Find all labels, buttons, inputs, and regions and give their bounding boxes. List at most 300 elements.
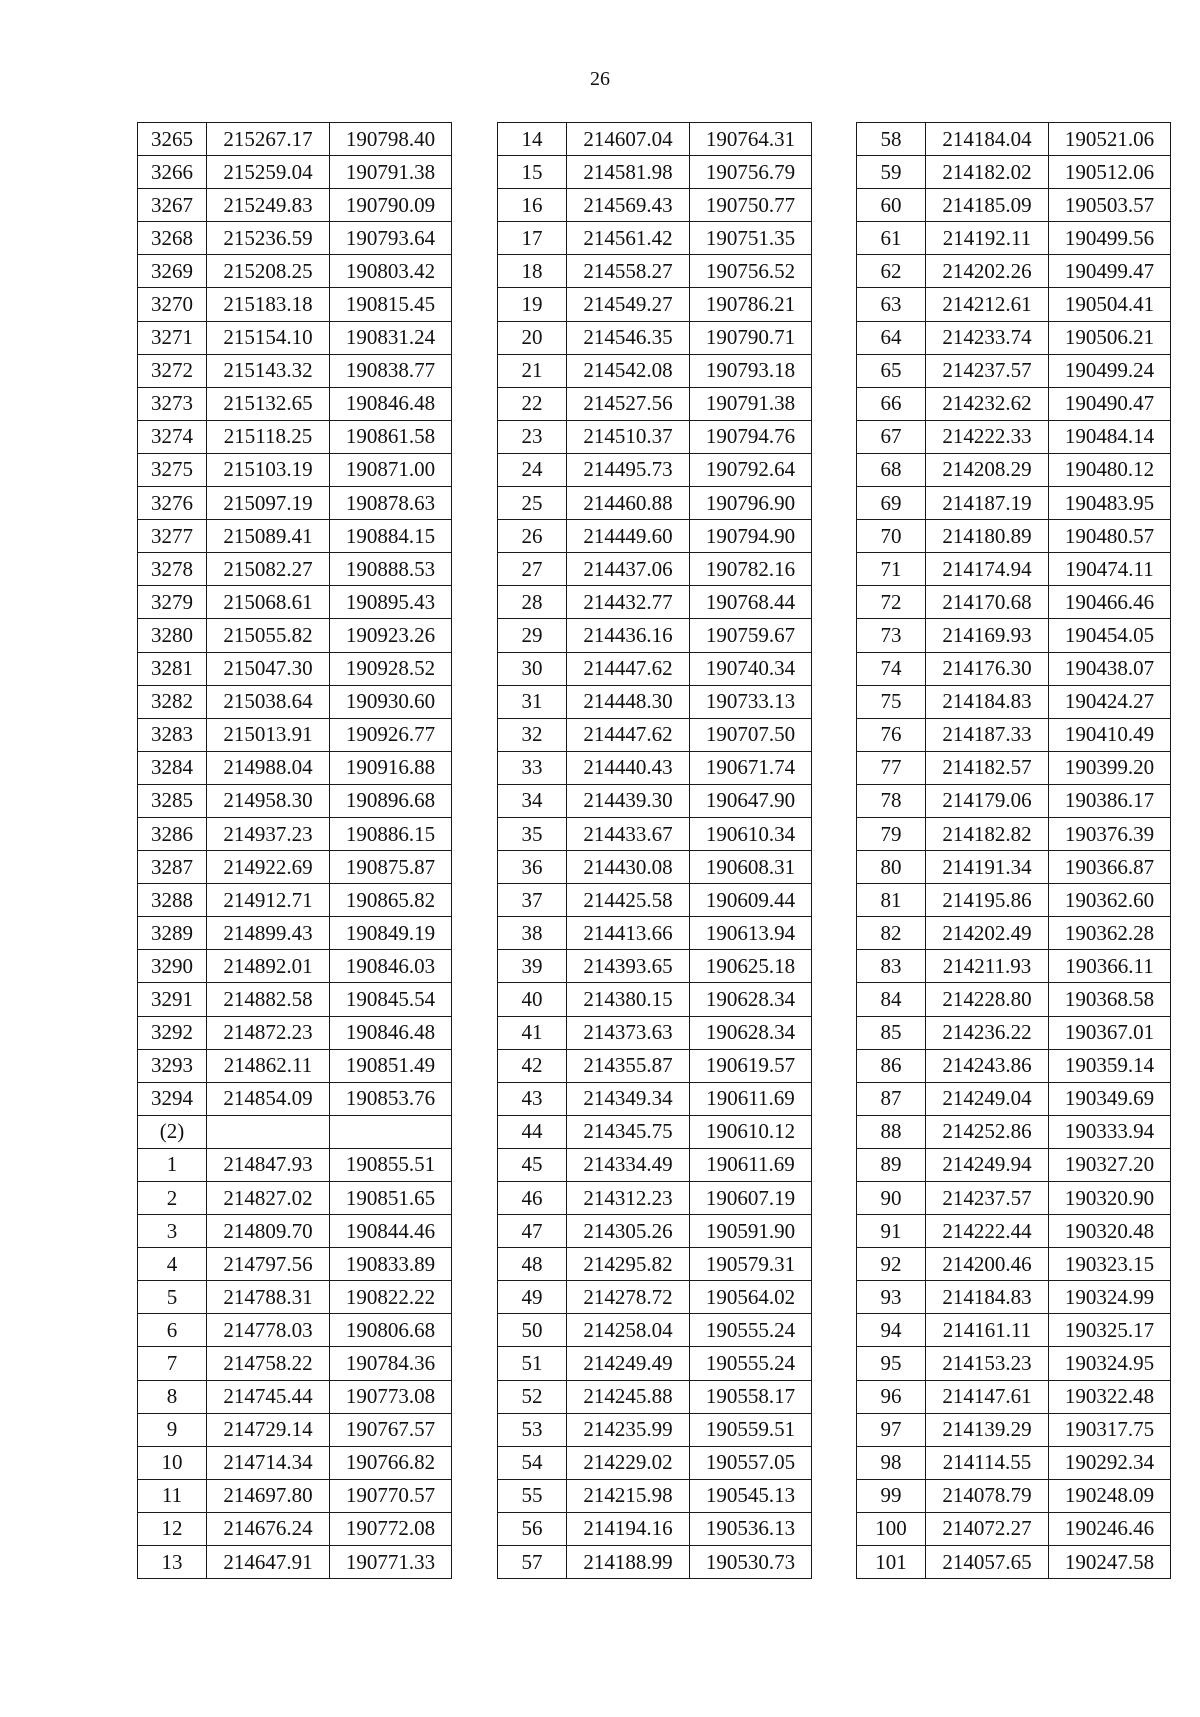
point-number-cell: 12 [138, 1512, 207, 1545]
y-coordinate-cell: 190399.20 [1049, 751, 1171, 784]
y-coordinate-cell: 190506.21 [1049, 321, 1171, 354]
table-row [498, 1215, 812, 1248]
table-row [498, 1049, 812, 1082]
y-coordinate-cell: 190833.89 [330, 1248, 452, 1281]
table-row [857, 420, 1171, 453]
table-row [138, 1479, 452, 1512]
x-coordinate-cell: 214345.75 [567, 1115, 690, 1148]
x-coordinate-cell: 214937.23 [207, 817, 330, 850]
y-coordinate-cell: 190796.90 [690, 487, 812, 520]
y-coordinate-cell: 190424.27 [1049, 685, 1171, 718]
table-row [138, 1016, 452, 1049]
point-number-cell: 91 [857, 1215, 926, 1248]
table-row [857, 1546, 1171, 1579]
point-number-cell: 36 [498, 851, 567, 884]
y-coordinate-cell: 190327.20 [1049, 1148, 1171, 1181]
x-coordinate-cell: 214249.49 [567, 1347, 690, 1380]
y-coordinate-cell: 190846.03 [330, 950, 452, 983]
table-row [138, 817, 452, 850]
point-number-cell: 74 [857, 652, 926, 685]
x-coordinate-cell: 214449.60 [567, 520, 690, 553]
x-coordinate-cell: 214676.24 [207, 1512, 330, 1545]
y-coordinate-cell: 190609.44 [690, 884, 812, 917]
point-number-cell: 79 [857, 817, 926, 850]
y-coordinate-cell: 190766.82 [330, 1446, 452, 1479]
point-number-cell: 92 [857, 1248, 926, 1281]
y-coordinate-cell: 190792.64 [690, 453, 812, 486]
x-coordinate-cell: 214078.79 [926, 1479, 1049, 1512]
x-coordinate-cell: 215055.82 [207, 619, 330, 652]
point-number-cell: 76 [857, 718, 926, 751]
x-coordinate-cell: 215068.61 [207, 586, 330, 619]
point-number-cell: 3269 [138, 255, 207, 288]
point-number-cell: 71 [857, 553, 926, 586]
y-coordinate-cell [330, 1115, 452, 1148]
x-coordinate-cell: 214437.06 [567, 553, 690, 586]
x-coordinate-cell: 214788.31 [207, 1281, 330, 1314]
x-coordinate-cell: 214222.33 [926, 420, 1049, 453]
x-coordinate-cell: 214243.86 [926, 1049, 1049, 1082]
y-coordinate-cell: 190794.90 [690, 520, 812, 553]
table-row [138, 123, 452, 156]
point-number-cell: 3279 [138, 586, 207, 619]
table-row [138, 1546, 452, 1579]
point-number-cell: 29 [498, 619, 567, 652]
x-coordinate-cell: 214912.71 [207, 884, 330, 917]
y-coordinate-cell: 190555.24 [690, 1347, 812, 1380]
table-row [498, 156, 812, 189]
table-row [857, 487, 1171, 520]
y-coordinate-cell: 190770.57 [330, 1479, 452, 1512]
table-row [857, 1148, 1171, 1181]
point-number-cell: 3286 [138, 817, 207, 850]
y-coordinate-cell: 190751.35 [690, 222, 812, 255]
table-row [498, 553, 812, 586]
x-coordinate-cell: 215249.83 [207, 189, 330, 222]
y-coordinate-cell: 190815.45 [330, 288, 452, 321]
x-coordinate-cell [207, 1115, 330, 1148]
table-row [138, 619, 452, 652]
point-number-cell: 63 [857, 288, 926, 321]
y-coordinate-cell: 190791.38 [330, 156, 452, 189]
table-row [138, 387, 452, 420]
point-number-cell: 3276 [138, 487, 207, 520]
table-row [857, 288, 1171, 321]
x-coordinate-cell: 214714.34 [207, 1446, 330, 1479]
point-number-cell: 3288 [138, 884, 207, 917]
table-row [138, 1182, 452, 1215]
table-row [138, 950, 452, 983]
point-number-cell: 81 [857, 884, 926, 917]
x-coordinate-cell: 214581.98 [567, 156, 690, 189]
y-coordinate-cell: 190521.06 [1049, 123, 1171, 156]
point-number-cell: 25 [498, 487, 567, 520]
x-coordinate-cell: 214607.04 [567, 123, 690, 156]
table-row [138, 685, 452, 718]
table-row [857, 1347, 1171, 1380]
x-coordinate-cell: 214899.43 [207, 917, 330, 950]
y-coordinate-cell: 190875.87 [330, 851, 452, 884]
table-row [138, 1446, 452, 1479]
y-coordinate-cell: 190916.88 [330, 751, 452, 784]
point-number-cell: 35 [498, 817, 567, 850]
table-row [498, 751, 812, 784]
point-number-cell: 50 [498, 1314, 567, 1347]
y-coordinate-cell: 190410.49 [1049, 718, 1171, 751]
x-coordinate-cell: 214460.88 [567, 487, 690, 520]
point-number-cell: 96 [857, 1380, 926, 1413]
x-coordinate-cell: 214212.61 [926, 288, 1049, 321]
point-number-cell: 13 [138, 1546, 207, 1579]
y-coordinate-cell: 190861.58 [330, 420, 452, 453]
table-row [857, 817, 1171, 850]
y-coordinate-cell: 190926.77 [330, 718, 452, 751]
point-number-cell: 3270 [138, 288, 207, 321]
point-number-cell: 66 [857, 387, 926, 420]
point-number-cell: 28 [498, 586, 567, 619]
point-number-cell: 93 [857, 1281, 926, 1314]
y-coordinate-cell: 190871.00 [330, 453, 452, 486]
point-number-cell: 3274 [138, 420, 207, 453]
y-coordinate-cell: 190767.57 [330, 1413, 452, 1446]
y-coordinate-cell: 190512.06 [1049, 156, 1171, 189]
point-number-cell: 73 [857, 619, 926, 652]
x-coordinate-cell: 214862.11 [207, 1049, 330, 1082]
point-number-cell: 85 [857, 1016, 926, 1049]
x-coordinate-cell: 215097.19 [207, 487, 330, 520]
y-coordinate-cell: 190466.46 [1049, 586, 1171, 619]
point-number-cell: 55 [498, 1479, 567, 1512]
x-coordinate-cell: 214549.27 [567, 288, 690, 321]
y-coordinate-cell: 190759.67 [690, 619, 812, 652]
table-row [138, 1281, 452, 1314]
table-row [138, 586, 452, 619]
point-number-cell: 37 [498, 884, 567, 917]
x-coordinate-cell: 214569.43 [567, 189, 690, 222]
y-coordinate-cell: 190844.46 [330, 1215, 452, 1248]
table-row [498, 189, 812, 222]
table-row [498, 487, 812, 520]
table-row [857, 1479, 1171, 1512]
point-number-cell: 89 [857, 1148, 926, 1181]
point-number-cell: 3287 [138, 851, 207, 884]
table-row [498, 420, 812, 453]
table-row [138, 420, 452, 453]
x-coordinate-cell: 214237.57 [926, 354, 1049, 387]
x-coordinate-cell: 214312.23 [567, 1182, 690, 1215]
x-coordinate-cell: 215047.30 [207, 652, 330, 685]
point-number-cell: 3266 [138, 156, 207, 189]
x-coordinate-cell: 215118.25 [207, 420, 330, 453]
x-coordinate-cell: 214745.44 [207, 1380, 330, 1413]
table-row [138, 1248, 452, 1281]
point-number-cell: 44 [498, 1115, 567, 1148]
table-row [138, 255, 452, 288]
y-coordinate-cell: 190611.69 [690, 1082, 812, 1115]
y-coordinate-cell: 190490.47 [1049, 387, 1171, 420]
y-coordinate-cell: 190366.11 [1049, 950, 1171, 983]
table-row [498, 288, 812, 321]
table-row [857, 751, 1171, 784]
table-row [857, 685, 1171, 718]
y-coordinate-cell: 190619.57 [690, 1049, 812, 1082]
y-coordinate-cell: 190707.50 [690, 718, 812, 751]
table-row [857, 387, 1171, 420]
x-coordinate-cell: 214447.62 [567, 718, 690, 751]
x-coordinate-cell: 214179.06 [926, 784, 1049, 817]
table-row [857, 784, 1171, 817]
y-coordinate-cell: 190367.01 [1049, 1016, 1171, 1049]
point-number-cell: 3290 [138, 950, 207, 983]
y-coordinate-cell: 190376.39 [1049, 817, 1171, 850]
y-coordinate-cell: 190928.52 [330, 652, 452, 685]
y-coordinate-cell: 190333.94 [1049, 1115, 1171, 1148]
point-number-cell: 3275 [138, 453, 207, 486]
x-coordinate-cell: 214147.61 [926, 1380, 1049, 1413]
point-number-cell: 42 [498, 1049, 567, 1082]
table-row [498, 1082, 812, 1115]
table-row [138, 1215, 452, 1248]
point-number-cell: 87 [857, 1082, 926, 1115]
x-coordinate-cell: 214305.26 [567, 1215, 690, 1248]
y-coordinate-cell: 190613.94 [690, 917, 812, 950]
y-coordinate-cell: 190504.41 [1049, 288, 1171, 321]
y-coordinate-cell: 190786.21 [690, 288, 812, 321]
point-number-cell: 95 [857, 1347, 926, 1380]
point-number-cell: 34 [498, 784, 567, 817]
y-coordinate-cell: 190557.05 [690, 1446, 812, 1479]
point-number-cell: 3281 [138, 652, 207, 685]
x-coordinate-cell: 214245.88 [567, 1380, 690, 1413]
coordinate-table-1 [137, 122, 452, 1579]
x-coordinate-cell: 214252.86 [926, 1115, 1049, 1148]
point-number-cell: 64 [857, 321, 926, 354]
y-coordinate-cell: 190806.68 [330, 1314, 452, 1347]
table-row [498, 1314, 812, 1347]
y-coordinate-cell: 190292.34 [1049, 1446, 1171, 1479]
point-number-cell: 21 [498, 354, 567, 387]
point-number-cell: 11 [138, 1479, 207, 1512]
table-row [498, 1148, 812, 1181]
point-number-cell: 22 [498, 387, 567, 420]
y-coordinate-cell: 190246.46 [1049, 1512, 1171, 1545]
x-coordinate-cell: 214647.91 [207, 1546, 330, 1579]
x-coordinate-cell: 214208.29 [926, 453, 1049, 486]
point-number-cell: 94 [857, 1314, 926, 1347]
x-coordinate-cell: 214558.27 [567, 255, 690, 288]
table-row [857, 718, 1171, 751]
point-number-cell: 57 [498, 1546, 567, 1579]
y-coordinate-cell: 190849.19 [330, 917, 452, 950]
y-coordinate-cell: 190362.28 [1049, 917, 1171, 950]
table-row [857, 983, 1171, 1016]
point-number-cell: 8 [138, 1380, 207, 1413]
y-coordinate-cell: 190555.24 [690, 1314, 812, 1347]
point-number-cell: 51 [498, 1347, 567, 1380]
y-coordinate-cell: 190324.99 [1049, 1281, 1171, 1314]
y-coordinate-cell: 190324.95 [1049, 1347, 1171, 1380]
x-coordinate-cell: 214222.44 [926, 1215, 1049, 1248]
x-coordinate-cell: 214809.70 [207, 1215, 330, 1248]
y-coordinate-cell: 190368.58 [1049, 983, 1171, 1016]
table-row [138, 851, 452, 884]
y-coordinate-cell: 190647.90 [690, 784, 812, 817]
y-coordinate-cell: 190320.90 [1049, 1182, 1171, 1215]
table-row [857, 222, 1171, 255]
x-coordinate-cell: 214182.82 [926, 817, 1049, 850]
x-coordinate-cell: 214355.87 [567, 1049, 690, 1082]
table-row [857, 1314, 1171, 1347]
x-coordinate-cell: 215089.41 [207, 520, 330, 553]
y-coordinate-cell: 190611.69 [690, 1148, 812, 1181]
table-row [857, 1248, 1171, 1281]
table-row [498, 1546, 812, 1579]
table-row [498, 222, 812, 255]
table-row [857, 884, 1171, 917]
y-coordinate-cell: 190545.13 [690, 1479, 812, 1512]
x-coordinate-cell: 214436.16 [567, 619, 690, 652]
x-coordinate-cell: 214258.04 [567, 1314, 690, 1347]
x-coordinate-cell: 214546.35 [567, 321, 690, 354]
point-number-cell: 23 [498, 420, 567, 453]
table-row [138, 321, 452, 354]
table-row [857, 123, 1171, 156]
table-row [498, 520, 812, 553]
point-number-cell: 98 [857, 1446, 926, 1479]
point-number-cell: 60 [857, 189, 926, 222]
y-coordinate-cell: 190846.48 [330, 1016, 452, 1049]
table-row [498, 983, 812, 1016]
x-coordinate-cell: 214184.83 [926, 1281, 1049, 1314]
y-coordinate-cell: 190884.15 [330, 520, 452, 553]
point-number-cell: 78 [857, 784, 926, 817]
table-row [138, 520, 452, 553]
y-coordinate-cell: 190247.58 [1049, 1546, 1171, 1579]
point-number-cell: 3268 [138, 222, 207, 255]
table-row [138, 222, 452, 255]
x-coordinate-cell: 214495.73 [567, 453, 690, 486]
x-coordinate-cell: 214184.83 [926, 685, 1049, 718]
x-coordinate-cell: 214847.93 [207, 1148, 330, 1181]
y-coordinate-cell: 190756.79 [690, 156, 812, 189]
table-row [498, 586, 812, 619]
point-number-cell: 3272 [138, 354, 207, 387]
x-coordinate-cell: 214854.09 [207, 1082, 330, 1115]
x-coordinate-cell: 215013.91 [207, 718, 330, 751]
table-row [498, 718, 812, 751]
x-coordinate-cell: 215208.25 [207, 255, 330, 288]
y-coordinate-cell: 190930.60 [330, 685, 452, 718]
point-number-cell: 14 [498, 123, 567, 156]
point-number-cell: 39 [498, 950, 567, 983]
point-number-cell: 49 [498, 1281, 567, 1314]
y-coordinate-cell: 190671.74 [690, 751, 812, 784]
y-coordinate-cell: 190628.34 [690, 983, 812, 1016]
x-coordinate-cell: 214182.57 [926, 751, 1049, 784]
table-row [138, 1380, 452, 1413]
point-number-cell: 3 [138, 1215, 207, 1248]
x-coordinate-cell: 214180.89 [926, 520, 1049, 553]
point-number-cell: 84 [857, 983, 926, 1016]
table-row [138, 354, 452, 387]
point-number-cell: 20 [498, 321, 567, 354]
x-coordinate-cell: 214202.26 [926, 255, 1049, 288]
table-row [498, 917, 812, 950]
table-row [138, 784, 452, 817]
y-coordinate-cell: 190386.17 [1049, 784, 1171, 817]
point-number-cell: 43 [498, 1082, 567, 1115]
point-number-cell: 82 [857, 917, 926, 950]
table-row [498, 387, 812, 420]
point-number-cell: 19 [498, 288, 567, 321]
y-coordinate-cell: 190865.82 [330, 884, 452, 917]
y-coordinate-cell: 190483.95 [1049, 487, 1171, 520]
point-number-cell: 54 [498, 1446, 567, 1479]
y-coordinate-cell: 190793.18 [690, 354, 812, 387]
x-coordinate-cell: 214432.77 [567, 586, 690, 619]
point-number-cell: 46 [498, 1182, 567, 1215]
table-row [138, 1148, 452, 1181]
y-coordinate-cell: 190480.57 [1049, 520, 1171, 553]
point-number-cell: 59 [857, 156, 926, 189]
point-number-cell: 41 [498, 1016, 567, 1049]
y-coordinate-cell: 190480.12 [1049, 453, 1171, 486]
table-row [138, 1049, 452, 1082]
x-coordinate-cell: 214236.22 [926, 1016, 1049, 1049]
point-number-cell: 62 [857, 255, 926, 288]
y-coordinate-cell: 190317.75 [1049, 1413, 1171, 1446]
table-row [857, 1281, 1171, 1314]
x-coordinate-cell: 214176.30 [926, 652, 1049, 685]
x-coordinate-cell: 215259.04 [207, 156, 330, 189]
x-coordinate-cell: 215132.65 [207, 387, 330, 420]
table-row [857, 1082, 1171, 1115]
table-row [138, 1347, 452, 1380]
table-row [498, 354, 812, 387]
x-coordinate-cell: 214182.02 [926, 156, 1049, 189]
y-coordinate-cell: 190499.47 [1049, 255, 1171, 288]
table-row [498, 1182, 812, 1215]
x-coordinate-cell: 214249.04 [926, 1082, 1049, 1115]
y-coordinate-cell: 190499.56 [1049, 222, 1171, 255]
point-number-cell: 77 [857, 751, 926, 784]
point-number-cell: 3289 [138, 917, 207, 950]
y-coordinate-cell: 190564.02 [690, 1281, 812, 1314]
point-number-cell: 1 [138, 1148, 207, 1181]
y-coordinate-cell: 190851.49 [330, 1049, 452, 1082]
point-number-cell: 3271 [138, 321, 207, 354]
x-coordinate-cell: 214561.42 [567, 222, 690, 255]
table-row [138, 1512, 452, 1545]
x-coordinate-cell: 214188.99 [567, 1546, 690, 1579]
point-number-cell: 5 [138, 1281, 207, 1314]
x-coordinate-cell: 214235.99 [567, 1413, 690, 1446]
point-number-cell: 90 [857, 1182, 926, 1215]
y-coordinate-cell: 190320.48 [1049, 1215, 1171, 1248]
table-row [498, 950, 812, 983]
y-coordinate-cell: 190782.16 [690, 553, 812, 586]
point-number-cell: 3285 [138, 784, 207, 817]
x-coordinate-cell: 214187.33 [926, 718, 1049, 751]
y-coordinate-cell: 190923.26 [330, 619, 452, 652]
y-coordinate-cell: 190536.13 [690, 1512, 812, 1545]
table-row [498, 851, 812, 884]
x-coordinate-cell: 214233.74 [926, 321, 1049, 354]
table-row [857, 851, 1171, 884]
point-number-cell: 72 [857, 586, 926, 619]
x-coordinate-cell: 214139.29 [926, 1413, 1049, 1446]
x-coordinate-cell: 214187.19 [926, 487, 1049, 520]
